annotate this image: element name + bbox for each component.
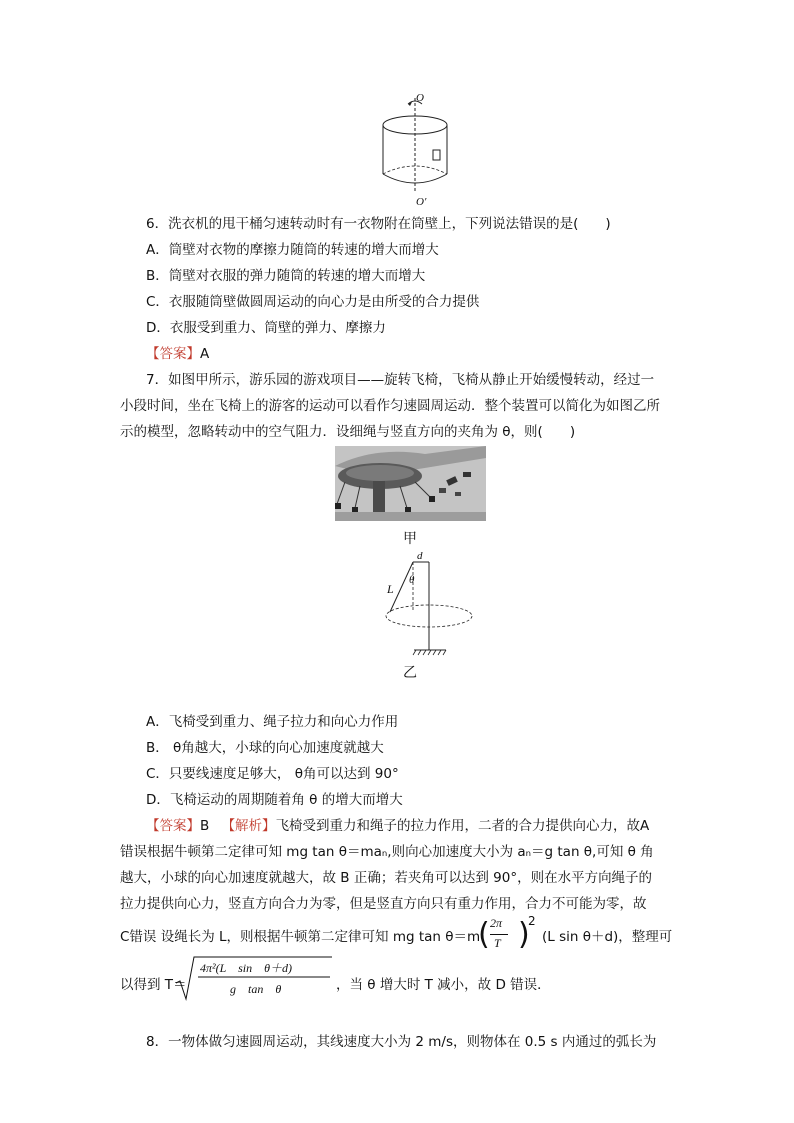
- analysis-line-8: ，当 θ 增大时 T 减小，故 D 错误．: [336, 977, 551, 993]
- period-fraction: [478, 914, 538, 958]
- analysis-line-2: 错误根据牛顿第二定律可知 mg tan θ＝maₙ,则向心加速度大小为 aₙ＝g tan θ,可知 θ 角: [120, 844, 654, 860]
- analysis-tag: 【解析】: [221, 818, 276, 834]
- axis-label-o: O: [416, 92, 424, 104]
- q7-stem-line-1: 7．如图甲所示，游乐园的游戏项目——旋转飞椅，飞椅从静止开始缓慢转动，经过一: [146, 372, 655, 388]
- swing-model-diagram: [380, 552, 490, 662]
- cylinder-figure: [370, 92, 460, 212]
- radical-denominator: g tan θ: [230, 982, 282, 996]
- answer-value: B: [200, 818, 210, 834]
- analysis-line-3: 越大，小球的向心加速度就越大，故 B 正确；若夹角可以达到 90°，则在水平方向绳子的: [120, 870, 653, 886]
- q7-option-b: B． θ角越大，小球的向心加速度就越大: [146, 740, 384, 756]
- swing-model-svg: [380, 552, 490, 662]
- q6-option-c: C．衣服随筒壁做圆周运动的向心力是由所受的合力提供: [146, 294, 480, 310]
- power-exponent: 2: [528, 914, 536, 928]
- fraction-numerator: 2π: [490, 916, 503, 930]
- q7-option-d: D．飞椅运动的周期随着角 θ 的增大而增大: [146, 792, 403, 808]
- q6-option-b: B．筒壁对衣服的弹力随筒的转速的增大而增大: [146, 268, 426, 284]
- answer-value: A: [200, 346, 210, 362]
- q7-stem-line-3: 示的模型，忽略转动中的空气阻力．设细绳与竖直方向的夹角为 θ，则( ): [120, 424, 576, 440]
- radical-numerator: 4π²(L sin θ＋d): [200, 961, 292, 975]
- q7-option-c: C．只要线速度足够大， θ角可以达到 90°: [146, 766, 399, 782]
- q6-option-d: D．衣服受到重力、筒壁的弹力、摩擦力: [146, 320, 386, 336]
- analysis-line-5: C错误 设绳长为 L，则根据牛顿第二定律可知 mg tan θ＝m: [120, 929, 481, 945]
- q7-option-a: A．飞椅受到重力、绳子拉力和向心力作用: [146, 714, 399, 730]
- swing-ride-illustration: [335, 446, 486, 521]
- q6-answer: [146, 344, 209, 364]
- analysis-line-7: 以得到 T＝: [120, 977, 187, 993]
- paren-left: (: [478, 917, 490, 952]
- label-l: L: [387, 582, 394, 596]
- answer-tag: 【答案】: [146, 818, 200, 834]
- analysis-line-4: 拉力提供向心力，竖直方向合力为零，但是竖直方向只有重力作用，合力不可能为零，故: [120, 896, 647, 912]
- axis-label-o-prime: O′: [416, 196, 427, 208]
- paren-right: ): [518, 917, 530, 952]
- cylinder-diagram: [370, 92, 460, 212]
- q6-option-a: A．筒壁对衣物的摩擦力随筒的转速的增大而增大: [146, 242, 439, 258]
- analysis-line-6: (L sin θ＋d)，整理可: [542, 929, 673, 945]
- label-theta: θ: [409, 574, 415, 586]
- fraction-denominator: T: [494, 936, 501, 950]
- caption-yi: 乙: [403, 665, 417, 681]
- label-d: d: [417, 550, 423, 562]
- q6-stem: 6．洗衣机的甩干桶匀速转动时有一衣物附在筒壁上，下列说法错误的是( ): [146, 216, 611, 232]
- analysis-line-1: 飞椅受到重力和绳子的拉力作用，二者的合力提供向心力，故A: [275, 818, 650, 834]
- q8-stem: 8．一物体做匀速圆周运动，其线速度大小为 2 m/s，则物体在 0.5 s 内通过的弧长为: [146, 1034, 657, 1050]
- caption-jia: 甲: [403, 531, 417, 547]
- period-radical: [174, 955, 334, 1001]
- q7-stem-line-2: 小段时间，坐在飞椅上的游客的运动可以看作匀速圆周运动．整个装置可以简化为如图乙所: [120, 398, 660, 414]
- q7-answer: [146, 816, 649, 836]
- swing-ride-photo: [335, 446, 486, 521]
- fraction-bar: [490, 934, 508, 935]
- answer-tag: 【答案】: [146, 346, 200, 362]
